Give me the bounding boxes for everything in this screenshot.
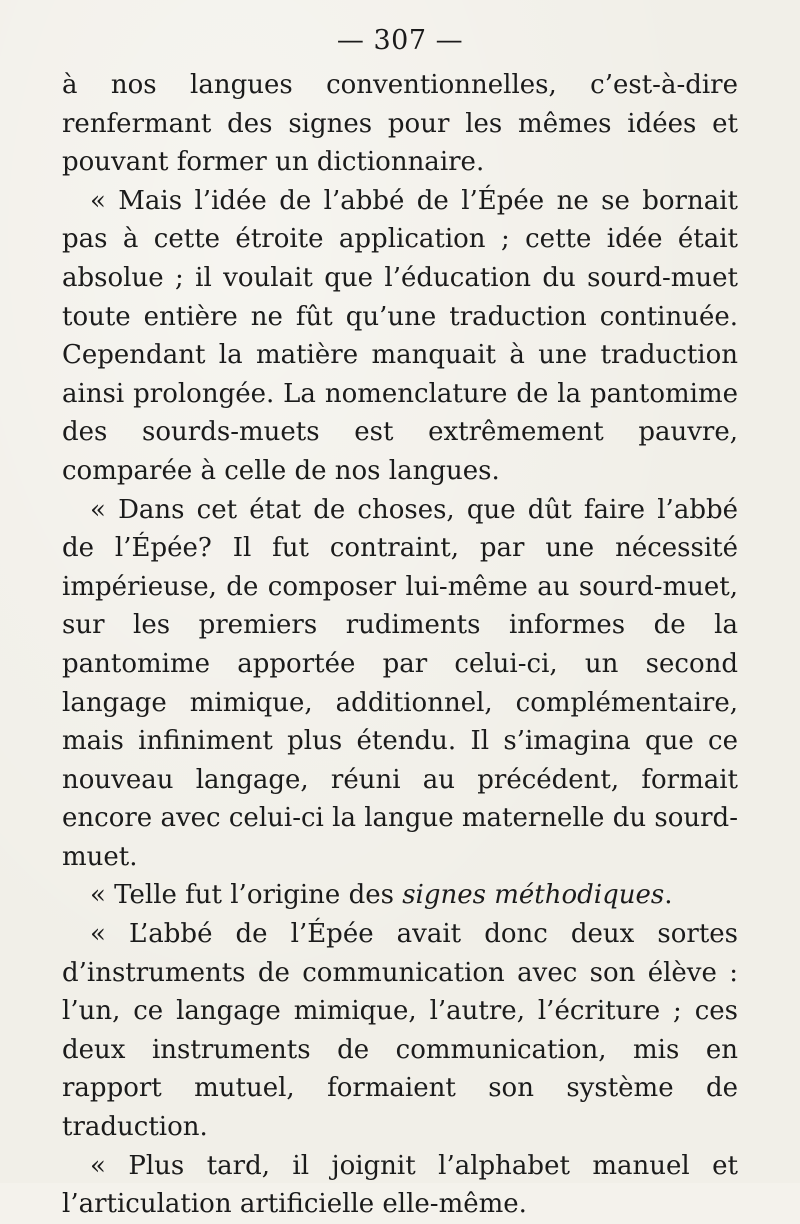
signes-methodiques-emphasis: signes méthodiques xyxy=(402,880,665,911)
page-number: — 307 — xyxy=(336,25,464,56)
paragraph-origin-signs xyxy=(62,876,738,915)
paragraph-continuation: à nos langues conventionnelles, c’est-à-dire renfermant des signes pour les mêmes idées et pouvant former un dictionnaire. xyxy=(62,70,738,178)
paragraph-manual-alphabet: « Plus tard, il joignit l’alphabet manuel et l’articulation artificielle elle-même. xyxy=(62,1150,738,1220)
paragraph-idea-absolute: « Mais l’idée de l’abbé de l’Épée ne se bornait pas à cette étroite application ; cette idée était absolue ; il voulait que l’éducation du sourd-muet toute entière ne fût qu’une traduction continuée. Cependant la matière manquait à une traduction ainsi prolongée. La nomenclature de la pantomime des sourds-muets est extrêmement pauvre, comparée à celle de nos langues. xyxy=(62,185,738,486)
paragraph-origin-after: . xyxy=(664,880,673,911)
paragraph-second-language: « Dans cet état de choses, que dût faire l’abbé de l’Épée? Il fut contraint, par une nécessité impérieuse, de composer lui-même au sourd-muet, sur les premiers rudiments informes de la pantomime apportée par celui-ci, un second langage mimique, additionnel, complémentaire, mais infiniment plus étendu. Il s’imagina que ce nouveau langage, réuni au précédent, formait encore avec celui-ci la langue maternelle du sourd-muet. xyxy=(62,494,738,872)
paragraph-origin-before: « Telle fut l’origine des xyxy=(90,880,403,911)
paragraph-two-instruments: « L’abbé de l’Épée avait donc deux sortes d’instruments de communication avec son élève : l’un, ce langage mimique, l’autre, l’écriture ; ces deux instruments de communication, mis en rapport mutuel, formaient son système de traduction. xyxy=(62,919,738,1143)
